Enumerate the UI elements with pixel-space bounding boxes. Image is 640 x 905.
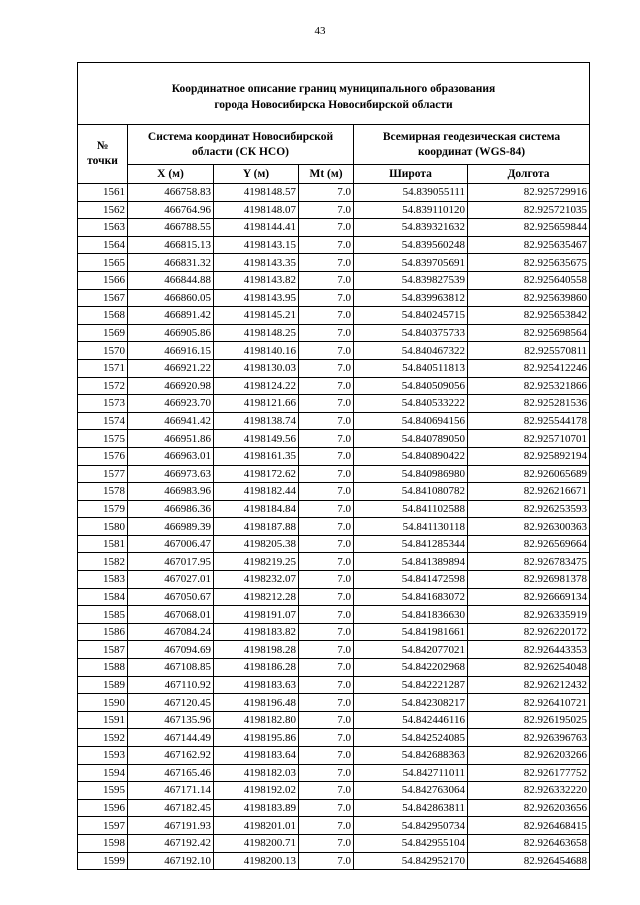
mt-cell: 7.0 <box>299 289 354 307</box>
latitude-cell: 54.841102588 <box>354 500 468 518</box>
y-cell: 4198183.89 <box>214 799 299 817</box>
x-cell: 467162.92 <box>128 747 214 765</box>
x-cell: 467192.10 <box>128 852 214 870</box>
latitude-cell: 54.842202968 <box>354 659 468 677</box>
latitude-cell: 54.840511813 <box>354 359 468 377</box>
latitude-cell: 54.841080782 <box>354 483 468 501</box>
latitude-cell: 54.842524085 <box>354 729 468 747</box>
mt-cell: 7.0 <box>299 676 354 694</box>
mt-cell: 7.0 <box>299 412 354 430</box>
latitude-cell: 54.840533222 <box>354 395 468 413</box>
y-cell: 4198124.22 <box>214 377 299 395</box>
latitude-cell: 54.842763064 <box>354 782 468 800</box>
latitude-cell: 54.842688363 <box>354 747 468 765</box>
point-number-cell: 1594 <box>78 764 128 782</box>
longitude-cell: 82.926300363 <box>468 518 590 536</box>
x-cell: 467182.45 <box>128 799 214 817</box>
x-cell: 466983.96 <box>128 483 214 501</box>
longitude-cell: 82.925721035 <box>468 201 590 219</box>
point-number-cell: 1593 <box>78 747 128 765</box>
y-cell: 4198183.64 <box>214 747 299 765</box>
y-cell: 4198145.21 <box>214 307 299 325</box>
point-number-cell: 1562 <box>78 201 128 219</box>
longitude-cell: 82.925892194 <box>468 447 590 465</box>
title-row <box>78 63 590 125</box>
point-number-cell: 1585 <box>78 606 128 624</box>
x-cell: 466844.88 <box>128 271 214 289</box>
table-row <box>78 342 590 360</box>
table-row <box>78 588 590 606</box>
x-cell: 467068.01 <box>128 606 214 624</box>
mt-cell: 7.0 <box>299 465 354 483</box>
point-number-cell: 1573 <box>78 395 128 413</box>
table-row <box>78 518 590 536</box>
x-cell: 466923.70 <box>128 395 214 413</box>
x-cell: 466860.05 <box>128 289 214 307</box>
latitude-cell: 54.839963812 <box>354 289 468 307</box>
header-longitude: Долгота <box>468 165 590 184</box>
longitude-cell: 82.925635467 <box>468 236 590 254</box>
y-cell: 4198219.25 <box>214 553 299 571</box>
longitude-cell: 82.926396763 <box>468 729 590 747</box>
table-title <box>78 63 590 125</box>
table-row <box>78 447 590 465</box>
longitude-cell: 82.925698564 <box>468 324 590 342</box>
y-cell: 4198182.03 <box>214 764 299 782</box>
longitude-cell: 82.926569664 <box>468 535 590 553</box>
header-x: X (м) <box>128 165 214 184</box>
latitude-cell: 54.839827539 <box>354 271 468 289</box>
point-number-cell: 1589 <box>78 676 128 694</box>
y-cell: 4198187.88 <box>214 518 299 536</box>
table-row <box>78 852 590 870</box>
longitude-cell: 82.925281536 <box>468 395 590 413</box>
x-cell: 467110.92 <box>128 676 214 694</box>
mt-cell: 7.0 <box>299 747 354 765</box>
longitude-cell: 82.926203266 <box>468 747 590 765</box>
coordinates-table <box>77 62 590 870</box>
point-number-cell: 1563 <box>78 219 128 237</box>
point-number-cell: 1590 <box>78 694 128 712</box>
point-number-cell: 1584 <box>78 588 128 606</box>
y-cell: 4198130.03 <box>214 359 299 377</box>
latitude-cell: 54.839321632 <box>354 219 468 237</box>
table-row <box>78 711 590 729</box>
point-number-cell: 1580 <box>78 518 128 536</box>
x-cell: 466831.32 <box>128 254 214 272</box>
point-number-cell: 1561 <box>78 184 128 202</box>
x-cell: 467135.96 <box>128 711 214 729</box>
x-cell: 467165.46 <box>128 764 214 782</box>
y-cell: 4198140.16 <box>214 342 299 360</box>
mt-cell: 7.0 <box>299 219 354 237</box>
table-row <box>78 535 590 553</box>
longitude-cell: 82.926254048 <box>468 659 590 677</box>
header-y: Y (м) <box>214 165 299 184</box>
point-number-cell: 1575 <box>78 430 128 448</box>
y-cell: 4198186.28 <box>214 659 299 677</box>
mt-cell: 7.0 <box>299 184 354 202</box>
header-latitude: Широта <box>354 165 468 184</box>
mt-cell: 7.0 <box>299 201 354 219</box>
x-cell: 466916.15 <box>128 342 214 360</box>
y-cell: 4198212.28 <box>214 588 299 606</box>
x-cell: 466941.42 <box>128 412 214 430</box>
mt-cell: 7.0 <box>299 236 354 254</box>
header-wgs-line-1: Всемирная геодезическая система <box>382 130 561 143</box>
y-cell: 4198232.07 <box>214 571 299 589</box>
mt-cell: 7.0 <box>299 535 354 553</box>
table-row <box>78 694 590 712</box>
y-cell: 4198121.66 <box>214 395 299 413</box>
latitude-cell: 54.841683072 <box>354 588 468 606</box>
mt-cell: 7.0 <box>299 377 354 395</box>
mt-cell: 7.0 <box>299 817 354 835</box>
point-number-cell: 1564 <box>78 236 128 254</box>
longitude-cell: 82.925659844 <box>468 219 590 237</box>
latitude-cell: 54.839560248 <box>354 236 468 254</box>
y-cell: 4198143.15 <box>214 236 299 254</box>
table-row <box>78 764 590 782</box>
mt-cell: 7.0 <box>299 852 354 870</box>
table-row <box>78 623 590 641</box>
latitude-cell: 54.841981661 <box>354 623 468 641</box>
table-row <box>78 289 590 307</box>
latitude-cell: 54.840467322 <box>354 342 468 360</box>
x-cell: 466891.42 <box>128 307 214 325</box>
mt-cell: 7.0 <box>299 553 354 571</box>
x-cell: 467050.67 <box>128 588 214 606</box>
table-row <box>78 324 590 342</box>
table-row <box>78 430 590 448</box>
point-number-cell: 1588 <box>78 659 128 677</box>
table-row <box>78 483 590 501</box>
table-row <box>78 817 590 835</box>
table-row <box>78 307 590 325</box>
mt-cell: 7.0 <box>299 324 354 342</box>
y-cell: 4198184.84 <box>214 500 299 518</box>
point-number-cell: 1581 <box>78 535 128 553</box>
longitude-cell: 82.925710701 <box>468 430 590 448</box>
table-row <box>78 219 590 237</box>
latitude-cell: 54.840890422 <box>354 447 468 465</box>
y-cell: 4198143.95 <box>214 289 299 307</box>
longitude-cell: 82.926443353 <box>468 641 590 659</box>
latitude-cell: 54.841836630 <box>354 606 468 624</box>
point-number-cell: 1599 <box>78 852 128 870</box>
mt-cell: 7.0 <box>299 711 354 729</box>
longitude-cell: 82.925635675 <box>468 254 590 272</box>
y-cell: 4198149.56 <box>214 430 299 448</box>
table-row <box>78 606 590 624</box>
x-cell: 467017.95 <box>128 553 214 571</box>
latitude-cell: 54.841472598 <box>354 571 468 589</box>
longitude-cell: 82.926177752 <box>468 764 590 782</box>
mt-cell: 7.0 <box>299 782 354 800</box>
x-cell: 467144.49 <box>128 729 214 747</box>
y-cell: 4198138.74 <box>214 412 299 430</box>
y-cell: 4198182.80 <box>214 711 299 729</box>
table-row <box>78 834 590 852</box>
x-cell: 466758.83 <box>128 184 214 202</box>
header-wgs-line-2: координат (WGS-84) <box>417 145 526 158</box>
header-nso-system <box>128 125 354 165</box>
header-point-label: точки <box>87 155 118 167</box>
table-row <box>78 782 590 800</box>
longitude-cell: 82.925640558 <box>468 271 590 289</box>
longitude-cell: 82.926410721 <box>468 694 590 712</box>
latitude-cell: 54.842952170 <box>354 852 468 870</box>
x-cell: 467006.47 <box>128 535 214 553</box>
latitude-cell: 54.842308217 <box>354 694 468 712</box>
table-row <box>78 465 590 483</box>
point-number-cell: 1571 <box>78 359 128 377</box>
longitude-cell: 82.926195025 <box>468 711 590 729</box>
longitude-cell: 82.925653842 <box>468 307 590 325</box>
y-cell: 4198205.38 <box>214 535 299 553</box>
point-number-cell: 1595 <box>78 782 128 800</box>
point-number-cell: 1578 <box>78 483 128 501</box>
longitude-cell: 82.925639860 <box>468 289 590 307</box>
table-row <box>78 729 590 747</box>
point-number-cell: 1582 <box>78 553 128 571</box>
table-row <box>78 184 590 202</box>
point-number-cell: 1572 <box>78 377 128 395</box>
point-number-cell: 1597 <box>78 817 128 835</box>
mt-cell: 7.0 <box>299 342 354 360</box>
mt-cell: 7.0 <box>299 799 354 817</box>
x-cell: 466963.01 <box>128 447 214 465</box>
point-number-cell: 1596 <box>78 799 128 817</box>
longitude-cell: 82.926335919 <box>468 606 590 624</box>
latitude-cell: 54.839110120 <box>354 201 468 219</box>
table-row <box>78 201 590 219</box>
y-cell: 4198200.13 <box>214 852 299 870</box>
mt-cell: 7.0 <box>299 659 354 677</box>
y-cell: 4198182.44 <box>214 483 299 501</box>
title-line-1: Координатное описание границ муниципального образования <box>171 82 496 95</box>
page-number: 43 <box>314 25 326 37</box>
longitude-cell: 82.926332220 <box>468 782 590 800</box>
latitude-cell: 54.841389894 <box>354 553 468 571</box>
header-nso-line-2: области (СК НСО) <box>191 145 290 158</box>
latitude-cell: 54.839705691 <box>354 254 468 272</box>
x-cell: 466764.96 <box>128 201 214 219</box>
x-cell: 466905.86 <box>128 324 214 342</box>
point-number-cell: 1587 <box>78 641 128 659</box>
longitude-cell: 82.926203656 <box>468 799 590 817</box>
point-number-cell: 1591 <box>78 711 128 729</box>
table-row <box>78 377 590 395</box>
latitude-cell: 54.842955104 <box>354 834 468 852</box>
table-row <box>78 271 590 289</box>
x-cell: 466951.86 <box>128 430 214 448</box>
y-cell: 4198148.25 <box>214 324 299 342</box>
point-number-cell: 1574 <box>78 412 128 430</box>
y-cell: 4198196.48 <box>214 694 299 712</box>
y-cell: 4198143.82 <box>214 271 299 289</box>
mt-cell: 7.0 <box>299 623 354 641</box>
longitude-cell: 82.926783475 <box>468 553 590 571</box>
latitude-cell: 54.842950734 <box>354 817 468 835</box>
table-row <box>78 659 590 677</box>
latitude-cell: 54.840245715 <box>354 307 468 325</box>
table-row <box>78 412 590 430</box>
longitude-cell: 82.926463658 <box>468 834 590 852</box>
header-group-row <box>78 125 590 165</box>
longitude-cell: 82.926253593 <box>468 500 590 518</box>
latitude-cell: 54.842221287 <box>354 676 468 694</box>
y-cell: 4198198.28 <box>214 641 299 659</box>
point-number-cell: 1583 <box>78 571 128 589</box>
longitude-cell: 82.925412246 <box>468 359 590 377</box>
y-cell: 4198192.02 <box>214 782 299 800</box>
x-cell: 466815.13 <box>128 236 214 254</box>
header-wgs-system <box>354 125 590 165</box>
mt-cell: 7.0 <box>299 588 354 606</box>
y-cell: 4198172.62 <box>214 465 299 483</box>
mt-cell: 7.0 <box>299 834 354 852</box>
latitude-cell: 54.839055111 <box>354 184 468 202</box>
y-cell: 4198183.63 <box>214 676 299 694</box>
mt-cell: 7.0 <box>299 694 354 712</box>
latitude-cell: 54.842446116 <box>354 711 468 729</box>
header-column-row <box>78 165 590 184</box>
x-cell: 466788.55 <box>128 219 214 237</box>
table-row <box>78 676 590 694</box>
table-row <box>78 500 590 518</box>
x-cell: 467094.69 <box>128 641 214 659</box>
longitude-cell: 82.926220172 <box>468 623 590 641</box>
longitude-cell: 82.926065689 <box>468 465 590 483</box>
point-number-cell: 1598 <box>78 834 128 852</box>
mt-cell: 7.0 <box>299 430 354 448</box>
longitude-cell: 82.926669134 <box>468 588 590 606</box>
y-cell: 4198148.57 <box>214 184 299 202</box>
table-row <box>78 254 590 272</box>
y-cell: 4198144.41 <box>214 219 299 237</box>
latitude-cell: 54.842863811 <box>354 799 468 817</box>
mt-cell: 7.0 <box>299 764 354 782</box>
latitude-cell: 54.842711011 <box>354 764 468 782</box>
longitude-cell: 82.925321866 <box>468 377 590 395</box>
table-row <box>78 641 590 659</box>
latitude-cell: 54.842077021 <box>354 641 468 659</box>
point-number-cell: 1570 <box>78 342 128 360</box>
mt-cell: 7.0 <box>299 271 354 289</box>
mt-cell: 7.0 <box>299 359 354 377</box>
x-cell: 467108.85 <box>128 659 214 677</box>
table-row <box>78 553 590 571</box>
longitude-cell: 82.926212432 <box>468 676 590 694</box>
x-cell: 467084.24 <box>128 623 214 641</box>
point-number-cell: 1576 <box>78 447 128 465</box>
y-cell: 4198201.01 <box>214 817 299 835</box>
point-number-cell: 1577 <box>78 465 128 483</box>
y-cell: 4198191.07 <box>214 606 299 624</box>
point-number-cell: 1568 <box>78 307 128 325</box>
latitude-cell: 54.840986980 <box>354 465 468 483</box>
table-row <box>78 395 590 413</box>
mt-cell: 7.0 <box>299 518 354 536</box>
point-number-cell: 1567 <box>78 289 128 307</box>
longitude-cell: 82.925729916 <box>468 184 590 202</box>
x-cell: 466989.39 <box>128 518 214 536</box>
header-mt: Mt (м) <box>299 165 354 184</box>
point-number-cell: 1579 <box>78 500 128 518</box>
x-cell: 467171.14 <box>128 782 214 800</box>
longitude-cell: 82.926468415 <box>468 817 590 835</box>
y-cell: 4198195.86 <box>214 729 299 747</box>
header-point-no-symbol: № <box>96 140 109 152</box>
header-point-number <box>78 125 128 184</box>
y-cell: 4198200.71 <box>214 834 299 852</box>
y-cell: 4198183.82 <box>214 623 299 641</box>
x-cell: 466986.36 <box>128 500 214 518</box>
y-cell: 4198148.07 <box>214 201 299 219</box>
point-number-cell: 1586 <box>78 623 128 641</box>
mt-cell: 7.0 <box>299 395 354 413</box>
point-number-cell: 1565 <box>78 254 128 272</box>
x-cell: 466973.63 <box>128 465 214 483</box>
table-row <box>78 571 590 589</box>
mt-cell: 7.0 <box>299 500 354 518</box>
latitude-cell: 54.840375733 <box>354 324 468 342</box>
longitude-cell: 82.925570811 <box>468 342 590 360</box>
mt-cell: 7.0 <box>299 606 354 624</box>
latitude-cell: 54.840509056 <box>354 377 468 395</box>
table-row <box>78 799 590 817</box>
latitude-cell: 54.841130118 <box>354 518 468 536</box>
x-cell: 466921.22 <box>128 359 214 377</box>
x-cell: 467191.93 <box>128 817 214 835</box>
mt-cell: 7.0 <box>299 571 354 589</box>
longitude-cell: 82.926981378 <box>468 571 590 589</box>
y-cell: 4198161.35 <box>214 447 299 465</box>
x-cell: 466920.98 <box>128 377 214 395</box>
longitude-cell: 82.926454688 <box>468 852 590 870</box>
table-row <box>78 236 590 254</box>
longitude-cell: 82.926216671 <box>468 483 590 501</box>
mt-cell: 7.0 <box>299 254 354 272</box>
longitude-cell: 82.925544178 <box>468 412 590 430</box>
table-row <box>78 359 590 377</box>
mt-cell: 7.0 <box>299 729 354 747</box>
latitude-cell: 54.840789050 <box>354 430 468 448</box>
x-cell: 467192.42 <box>128 834 214 852</box>
latitude-cell: 54.841285344 <box>354 535 468 553</box>
header-nso-line-1: Система координат Новосибирской <box>147 130 334 143</box>
mt-cell: 7.0 <box>299 483 354 501</box>
point-number-cell: 1592 <box>78 729 128 747</box>
mt-cell: 7.0 <box>299 641 354 659</box>
x-cell: 467120.45 <box>128 694 214 712</box>
x-cell: 467027.01 <box>128 571 214 589</box>
point-number-cell: 1566 <box>78 271 128 289</box>
latitude-cell: 54.840694156 <box>354 412 468 430</box>
y-cell: 4198143.35 <box>214 254 299 272</box>
table-row <box>78 747 590 765</box>
mt-cell: 7.0 <box>299 307 354 325</box>
mt-cell: 7.0 <box>299 447 354 465</box>
point-number-cell: 1569 <box>78 324 128 342</box>
title-line-2: города Новосибирска Новосибирской области <box>214 98 453 111</box>
